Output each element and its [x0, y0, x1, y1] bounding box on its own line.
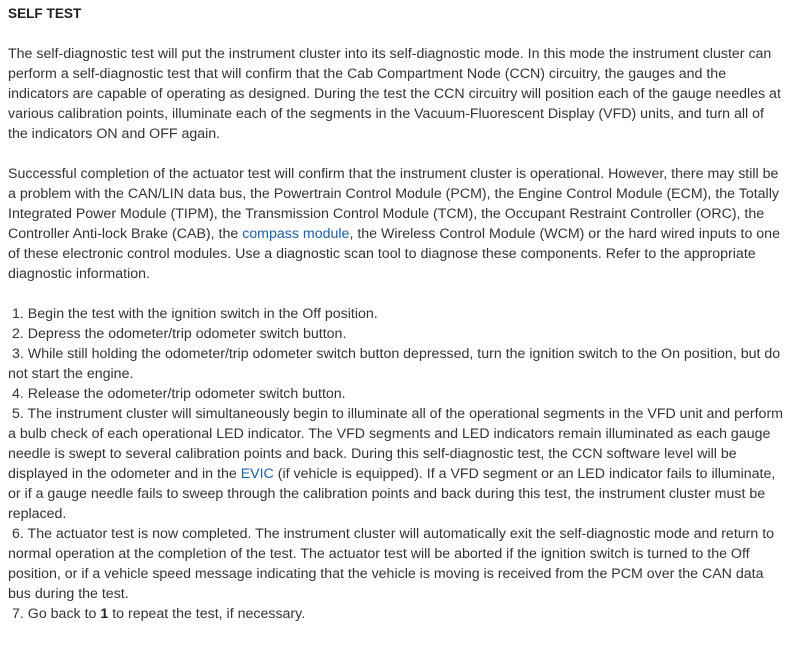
- step-number: 3.: [12, 346, 24, 362]
- step-text: Begin the test with the ignition switch in the Off position.: [27, 306, 378, 322]
- step-text: to repeat the test, if necessary.: [108, 606, 306, 622]
- procedure-steps: [8, 304, 787, 624]
- actuator-test-paragraph: [8, 164, 787, 284]
- step-text: The actuator test is now completed. The instrument cluster will automatically exit the self-diagnostic mode and return to normal operation at the completion of the test. The actuator test will be aborted if the ignition switch is turned to the Off position, or if a vehicle speed message indicating that the vehicle is moving is received from the PCM over the CAN data bus during the test.: [8, 526, 775, 602]
- intro-paragraph: The self-diagnostic test will put the instrument cluster into its self-diagnostic mode. In this mode the instrument cluster can perform a self-diagnostic test that will confirm that the Cab Compartment Node (CCN) circuitry, the gauges and the indicators are capable of operating as designed. During the test the CCN circuitry will position each of the gauge needles at various calibration points, illuminate each of the segments in the Vacuum-Fluorescent Display (VFD) units, and turn all of the indicators ON and OFF again.: [8, 46, 781, 142]
- step-text: Go back to: [27, 606, 101, 622]
- step-number: 6.: [12, 526, 24, 542]
- step-2: [8, 324, 787, 344]
- step-number: 2.: [12, 326, 24, 342]
- step-6: [8, 524, 787, 604]
- paragraph-text: , the Wireless Control Module (WCM) or the hard wired inputs to one of these electronic control modules. Use a diagnostic scan tool to diagnose these components. Refer to the appropriate diagnostic information.: [8, 226, 780, 282]
- page-title: SELF TEST: [8, 6, 82, 21]
- step-text: The instrument cluster will simultaneously begin to illuminate all of the operational segments in the VFD unit and perform a bulb check of each operational LED indicator. The VFD segments and LED indicators remain illuminated as each gauge needle is swept to several calibration points and back. During this self-diagnostic test, the CCN software level will be displayed in the odometer and in the: [8, 406, 783, 482]
- step-number: 4.: [12, 386, 24, 402]
- step-text: Depress the odometer/trip odometer switch button.: [27, 326, 347, 342]
- step-text: (if vehicle is equipped). If a VFD segment or an LED indicator fails to illuminate, or if a gauge needle fails to sweep through the calibration points and back during this test, the instrument cluster must be replaced.: [8, 466, 776, 522]
- step-text: While still holding the odometer/trip odometer switch button depressed, turn the ignition switch to the On position, but do not start the engine.: [8, 346, 781, 382]
- step-number: 7.: [12, 606, 24, 622]
- evic-link[interactable]: EVIC: [240, 466, 274, 482]
- step-4: [8, 384, 787, 404]
- compass-module-link[interactable]: compass module: [242, 226, 350, 242]
- step-reference: 1: [100, 606, 109, 622]
- step-7: [8, 604, 787, 624]
- step-text: Release the odometer/trip odometer switch button.: [27, 386, 346, 402]
- step-1: [8, 304, 787, 324]
- step-number: 5.: [12, 406, 24, 422]
- step-5: [8, 404, 787, 524]
- step-3: [8, 344, 787, 384]
- step-number: 1.: [12, 306, 24, 322]
- paragraph-text: Successful completion of the actuator test will confirm that the instrument cluster is operational. However, there may still be a problem with the CAN/LIN data bus, the Powertrain Control Module (PCM), the Engine Control Module (ECM), the Totally Integrated Power Module (TIPM), the Transmission Control Module (TCM), the Occupant Restraint Controller (ORC), the Controller Anti-lock Brake (CAB), the: [8, 166, 779, 242]
